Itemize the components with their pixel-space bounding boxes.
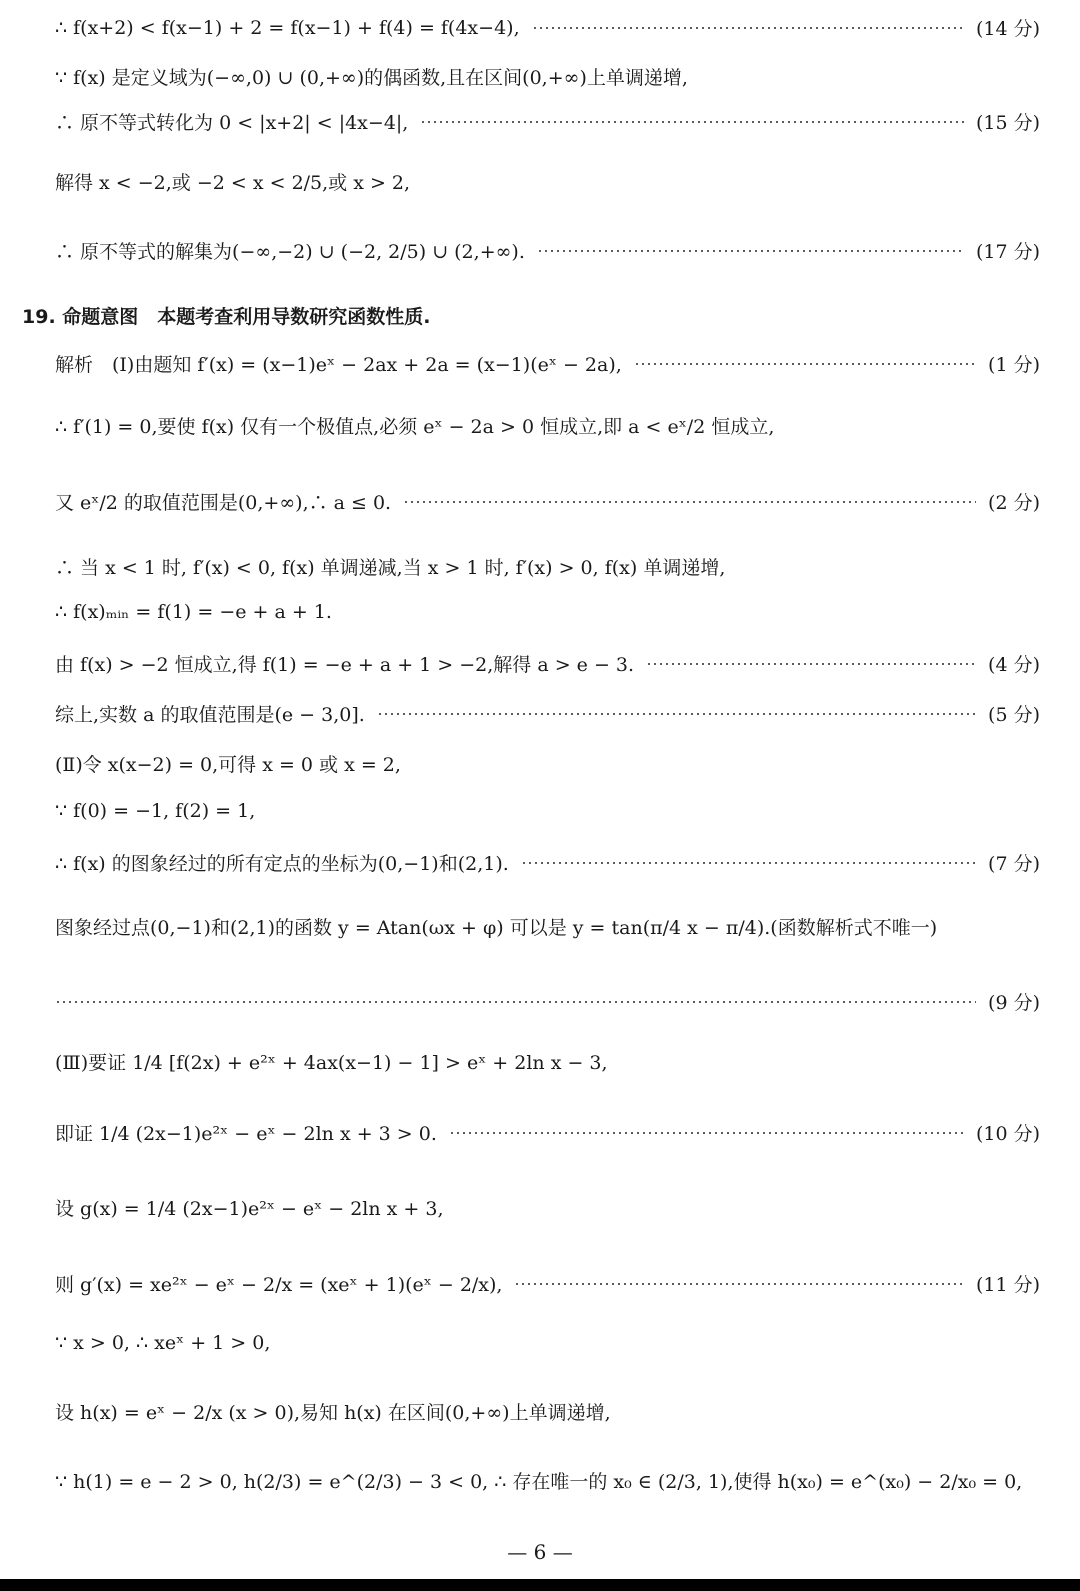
page-number: — 6 — <box>507 1540 573 1564</box>
line-text: (Ⅱ)令 x(x−2) = 0,可得 x = 0 或 x = 2, <box>55 754 401 776</box>
line-text: 即证 1/4 (2x−1)e²ˣ − eˣ − 2ln x + 3 > 0. <box>55 1123 437 1145</box>
line-text: 19. 命题意图 本题考查利用导数研究函数性质. <box>22 306 431 328</box>
line-text: ∴ f(x)ₘᵢₙ = f(1) = −e + a + 1. <box>55 601 332 623</box>
leader-dots <box>377 713 976 715</box>
score-label: (10 分) <box>975 1123 1040 1145</box>
solution-line <box>55 237 1040 264</box>
leader-dots <box>514 1283 963 1285</box>
leader-dots <box>420 121 964 123</box>
solution-line <box>55 1270 1040 1297</box>
score-label: (7 分) <box>988 853 1040 875</box>
leader-dots <box>532 27 964 29</box>
line-text: ∴ 原不等式转化为 0 < |x+2| < |4x−4|, <box>55 112 409 134</box>
score-label: (9 分) <box>988 992 1040 1014</box>
solution-line <box>55 601 1040 623</box>
line-text: 设 h(x) = eˣ − 2/x (x > 0),易知 h(x) 在区间(0,+∞)上单调递增, <box>55 1402 611 1424</box>
score-label: (11 分) <box>975 1274 1040 1296</box>
score-label: (2 分) <box>988 492 1040 514</box>
line-text: 解析 (Ⅰ)由题知 f′(x) = (x−1)eˣ − 2ax + 2a = (x−1)(eˣ − 2a), <box>55 354 622 376</box>
score-label: (4 分) <box>988 654 1040 676</box>
solution-line <box>55 63 1040 90</box>
solution-line <box>55 14 1040 41</box>
leader-dots <box>403 501 976 503</box>
line-text: ∵ f(x) 是定义域为(−∞,0) ∪ (0,+∞)的偶函数,且在区间(0,+∞)上单调递增, <box>55 67 688 89</box>
solution-line <box>55 412 1040 439</box>
solution-line <box>55 553 1040 580</box>
solution-line <box>55 488 1040 515</box>
line-text: 图象经过点(0,−1)和(2,1)的函数 y = Atan(ωx + φ) 可以是 y = tan(π/4 x − π/4).(函数解析式不唯一) <box>55 917 938 939</box>
solution-line <box>55 800 1040 822</box>
line-text: ∴ 当 x < 1 时, f′(x) < 0, f(x) 单调递减,当 x > 1 时, f′(x) > 0, f(x) 单调递增, <box>55 557 726 579</box>
line-text: 则 g′(x) = xe²ˣ − eˣ − 2/x = (xeˣ + 1)(eˣ − 2/x), <box>55 1274 503 1296</box>
line-text: 由 f(x) > −2 恒成立,得 f(1) = −e + a + 1 > −2,解得 a > e − 3. <box>55 654 635 676</box>
leader-dots <box>634 363 976 365</box>
score-label: (1 分) <box>988 354 1040 376</box>
leader-dots <box>55 1001 976 1003</box>
solution-line <box>55 913 1040 940</box>
line-text: 综上,实数 a 的取值范围是(e − 3,0]. <box>55 704 365 726</box>
question-heading <box>22 302 1040 329</box>
line-text: ∴ 原不等式的解集为(−∞,−2) ∪ (−2, 2/5) ∪ (2,+∞). <box>55 241 525 263</box>
score-label: (14 分) <box>975 18 1040 40</box>
bottom-border <box>0 1579 1080 1591</box>
leader-dots <box>646 663 976 665</box>
score-label: (15 分) <box>975 112 1040 134</box>
line-text: 设 g(x) = 1/4 (2x−1)e²ˣ − eˣ − 2ln x + 3, <box>55 1198 444 1220</box>
line-text: 又 eˣ/2 的取值范围是(0,+∞),∴ a ≤ 0. <box>55 492 392 514</box>
line-text: ∴ f(x) 的图象经过的所有定点的坐标为(0,−1)和(2,1). <box>55 853 509 875</box>
solution-line <box>55 168 1040 195</box>
line-text: 解得 x < −2,或 −2 < x < 2/5,或 x > 2, <box>55 172 411 194</box>
score-label: (5 分) <box>988 704 1040 726</box>
solution-line <box>55 650 1040 677</box>
score-label: (17 分) <box>975 241 1040 263</box>
leader-dots <box>449 1132 964 1134</box>
solution-line <box>55 350 1040 377</box>
line-text: (Ⅲ)要证 1/4 [f(2x) + e²ˣ + 4ax(x−1) − 1] > eˣ + 2ln x − 3, <box>55 1052 608 1074</box>
solution-line <box>55 1119 1040 1146</box>
solution-line <box>55 1398 1040 1425</box>
solution-line <box>55 750 1040 777</box>
line-text: ∵ h(1) = e − 2 > 0, h(2/3) = e^(2/3) − 3 < 0, ∴ 存在唯一的 x₀ ∈ (2/3, 1),使得 h(x₀) = e^(x₀) − 2/x₀ = 0, <box>55 1471 1023 1493</box>
leader-dots <box>521 862 976 864</box>
solution-line <box>55 1048 1040 1075</box>
solution-line <box>55 849 1040 876</box>
solution-line <box>55 700 1040 727</box>
line-text: ∵ f(0) = −1, f(2) = 1, <box>55 800 256 822</box>
line-text: ∵ x > 0, ∴ xeˣ + 1 > 0, <box>55 1332 271 1354</box>
solution-line <box>55 1194 1040 1221</box>
solution-line <box>55 1467 1040 1494</box>
solution-line <box>55 988 1040 1015</box>
line-text: ∴ f(x+2) < f(x−1) + 2 = f(x−1) + f(4) = f(4x−4), <box>55 16 520 39</box>
leader-dots <box>537 250 964 252</box>
solution-line <box>55 1332 1040 1354</box>
solution-line <box>55 108 1040 135</box>
line-text: ∴ f′(1) = 0,要使 f(x) 仅有一个极值点,必须 eˣ − 2a > 0 恒成立,即 a < eˣ/2 恒成立, <box>55 416 775 438</box>
